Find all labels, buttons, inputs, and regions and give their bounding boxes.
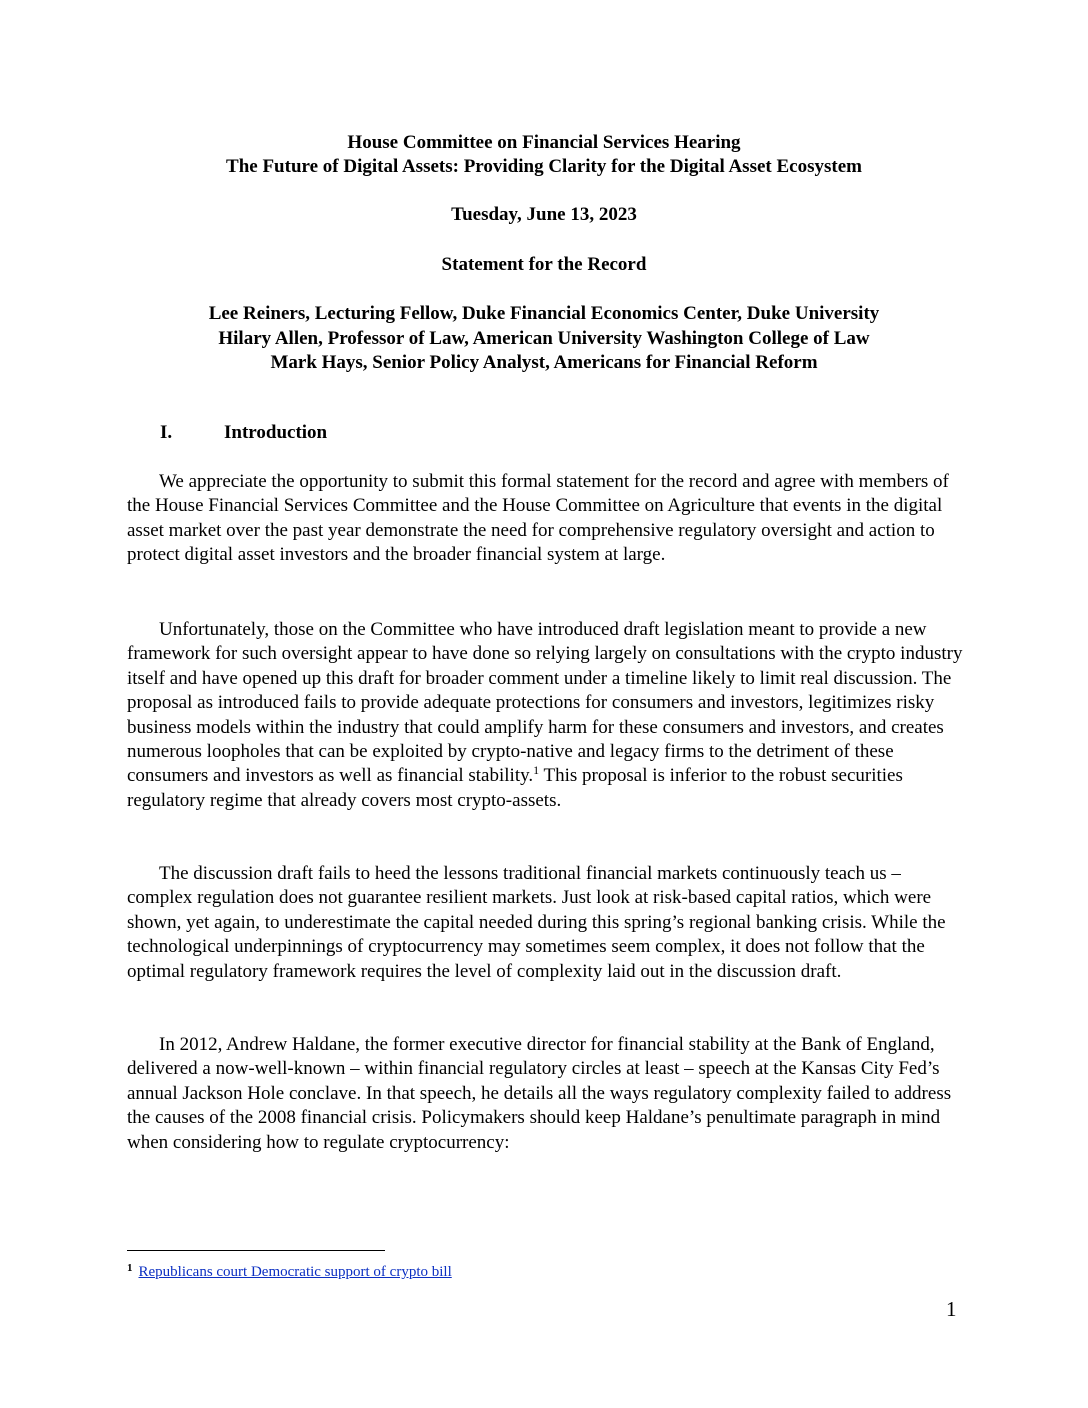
section-number: I.: [160, 422, 173, 443]
section-title: Introduction: [224, 422, 328, 443]
footnote-reference[interactable]: 1: [533, 763, 540, 778]
paragraph-text: This proposal is inferior to the robust securities regulatory regime that already covers most crypto-assets.: [127, 765, 903, 811]
body-paragraph: We appreciate the opportunity to submit this formal statement for the record and agree with members of the House Financial Services Committee and the House Committee on Agriculture that events in the digital asset market over the past year demonstrate the need for comprehensive regulatory oversight and action to protect digital asset investors and the broader financial system at large.: [127, 471, 949, 566]
hearing-subtitle: The Future of Digital Assets: Providing Clarity for the Digital Asset Ecosystem: [226, 156, 862, 177]
statement-heading: Statement for the Record: [441, 254, 647, 275]
body-paragraph: In 2012, Andrew Haldane, the former executive director for financial stability at the Bank of England, delivered a now-well-known – within financial regulatory circles at least – speech at the Kansas City Fed’s annual Jackson Hole conclave. In that speech, he details all the ways regulatory complexity failed to address the causes of the 2008 financial crisis. Policymakers should keep Haldane’s penultimate paragraph in mind when considering how to regulate cryptocurrency:: [127, 1034, 952, 1153]
body-paragraph: The discussion draft fails to heed the lessons traditional financial markets continuously teach us – complex regulation does not guarantee resilient markets. Just look at risk-based capital ratios, which were shown, yet again, to underestimate the capital needed during this spring’s regional banking crisis. While the technological underpinnings of cryptocurrency may sometimes seem complex, it does not follow that the optimal regulatory framework requires the level of complexity laid out in the discussion draft.: [127, 863, 946, 982]
page-number: 1: [946, 1297, 957, 1321]
author-line: Mark Hays, Senior Policy Analyst, Americans for Financial Reform: [270, 352, 818, 373]
footnote-number: 1: [127, 1262, 133, 1274]
hearing-title: House Committee on Financial Services Hearing: [347, 132, 741, 153]
paragraph-text: Unfortunately, those on the Committee who have introduced draft legislation meant to provide a new framework for such oversight appear to have done so relying largely on consultations with the crypto industry itself and have opened up this draft for broader comment under a timeline likely to limit real discussion. The proposal as introduced fails to provide adequate protections for consumers and investors, legitimizes risky business models within the industry that could amplify harm for these consumers and investors, and creates numerous loopholes that can be exploited by crypto-native and legacy firms to the detriment of these consumers and investors as well as financial stability.: [127, 619, 963, 787]
body-paragraph: [127, 618, 963, 813]
author-line: Lee Reiners, Lecturing Fellow, Duke Financial Economics Center, Duke University: [208, 303, 880, 324]
footnote-divider: [127, 1250, 385, 1251]
author-line: Hilary Allen, Professor of Law, American University Washington College of Law: [218, 328, 870, 349]
footnote: [127, 1262, 452, 1282]
footnote-link[interactable]: Republicans court Democratic support of crypto bill: [138, 1264, 452, 1280]
hearing-date: Tuesday, June 13, 2023: [451, 204, 637, 225]
